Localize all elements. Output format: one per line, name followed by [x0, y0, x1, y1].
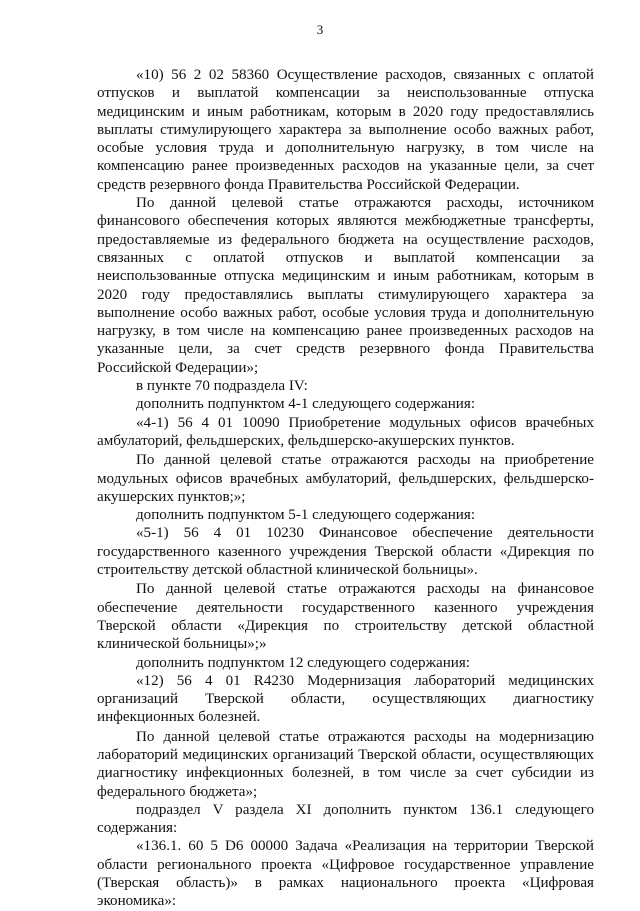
paragraph-item-4-1-description: По данной целевой статье отражаются расходы на приобретение модульных офисов врачебных амбулаторий, фельдшерских, фельдшерско-акушерских пунктов;»; — [97, 452, 594, 505]
page-number: 3 — [316, 22, 324, 37]
document-body — [97, 66, 594, 911]
paragraph-item-5-1-description: По данной целевой статье отражаются расходы на финансовое обеспечение деятельности государственного казенного учреждения Тверской области «Дирекция по строительству детской областной клинической больницы»;» — [97, 581, 594, 653]
paragraph-item-10-description: По данной целевой статье отражаются расходы, источником финансового обеспечения которых являются межбюджетные трансферты, предоставляемые из федерального бюджета на осуществление расходов, связанных с оплатой отпусков и выплатой компенсации за неиспользованные отпуска медицинским и иным работникам, которым в 2020 году предоставлялись выплаты стимулирующего характера за выполнение особо важных работ, особые условия труда и дополнительную нагрузку, в том числе на компенсацию ранее произведенных расходов на указанные цели, за счет средств резервного фонда Правительства Российской Федерации»; — [97, 195, 594, 376]
paragraph-item-12-description: По данной целевой статье отражаются расходы на модернизацию лабораторий медицинских организаций Тверской области, осуществляющих диагностику инфекционных болезней, в том числе за счет субсидии из федерального бюджета»; — [97, 728, 594, 800]
paragraph-item-136-1: «136.1. 60 5 D6 00000 Задача «Реализация на территории Тверской области регионального проекта «Цифровое государственное управление (Тверская область)» в рамках национального проекта «Цифровая экономика»: — [97, 838, 594, 910]
paragraph-subsection-v-intro: подраздел V раздела XI дополнить пунктом 136.1 следующего содержания: — [97, 801, 594, 837]
paragraph-clause-70-intro: в пункте 70 подраздела IV: — [136, 378, 308, 395]
paragraph-item-4-1: «4-1) 56 4 01 10090 Приобретение модульных офисов врачебных амбулаторий, фельдшерских, фельдшерско-акушерских пунктов. — [97, 414, 594, 449]
paragraph-add-4-1-intro: дополнить подпунктом 4-1 следующего содержания: — [136, 396, 476, 413]
paragraph-item-10: «10) 56 2 02 58360 Осуществление расходов, связанных с оплатой отпусков и выплатой компенсации за неиспользованные отпуска медицинским и иным работникам, которым в 2020 году предоставлялись выплаты стимулирующего характера за выполнение особо важных работ, особые условия труда и дополнительную нагрузку, в том числе на компенсацию ранее произведенных расходов на указанные цели, за счет средств резервного фонда Правительства Российской Федерации. — [97, 67, 594, 193]
paragraph-item-5-1: «5-1) 56 4 01 10230 Финансовое обеспечение деятельности государственного казенного учреждения Тверской области «Дирекция по строительству детской областной клинической больницы». — [97, 525, 594, 579]
paragraph-add-12-intro: дополнить подпунктом 12 следующего содержания: — [136, 654, 470, 671]
paragraph-item-12: «12) 56 4 01 R4230 Модернизация лабораторий медицинских организаций Тверской области, осуществляющих диагностику инфекционных болезней. — [97, 672, 594, 726]
paragraph-add-5-1-intro: дополнить подпунктом 5-1 следующего содержания: — [136, 507, 476, 524]
